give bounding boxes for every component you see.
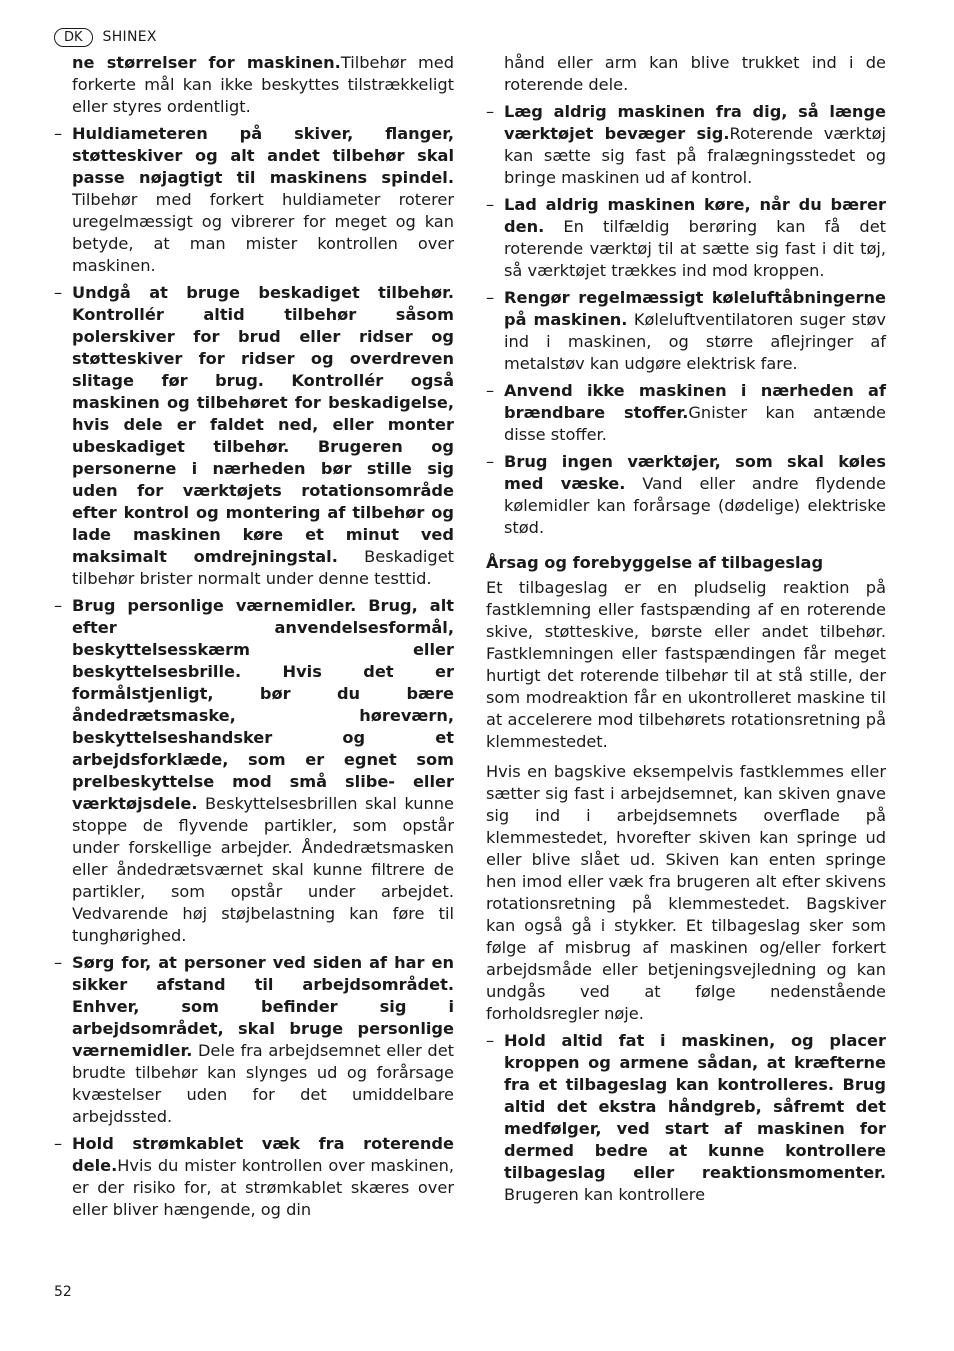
language-badge: DK	[54, 28, 93, 47]
item-text: Gnister kan antænde disse stoffer.	[504, 403, 886, 444]
item-bold-text: Brug ingen værktøjer, som skal køles med væske.	[504, 452, 886, 493]
dash-bullet: –	[486, 452, 495, 471]
item-bold-text: ne størrelser for maskinen.	[72, 53, 341, 72]
section-heading: Årsag og forebyggelse af tilbageslag	[486, 553, 824, 572]
page-header	[54, 26, 157, 48]
dash-bullet: –	[486, 1031, 495, 1050]
item-text: Vand eller andre flydende kølemidler kan forårsage (dødelige) elektriske stød.	[504, 474, 886, 537]
item-bold-text: Hold altid fat i maskinen, og placer kroppen og armene sådan, at kræfterne fra et tilbageslag kan kontrolleres. Brug altid det ekstra håndgreb, såfremt det medfølger, ved start af maskinen for dermed bedre at kunne kontrollere tilbageslag eller reaktionsmomenter.	[504, 1031, 886, 1182]
item-text: Beskadiget tilbehør brister normalt under denne testtid.	[72, 547, 454, 588]
list-item	[486, 101, 886, 189]
left-column	[54, 52, 454, 1221]
item-text: Tilbehør med forkert huldiameter roterer uregelmæssigt og vibrerer for meget og kan betyde, at man mister kontrollen over maskinen.	[72, 190, 454, 275]
dash-bullet: –	[486, 381, 495, 400]
list-item	[486, 1030, 886, 1206]
item-text: Hvis du mister kontrollen over maskinen, er der risiko for, at strømkablet skæres over eller bliver hængende, og din	[72, 1156, 454, 1219]
right-column	[486, 52, 886, 1206]
dash-bullet: –	[54, 596, 63, 615]
dash-bullet: –	[54, 283, 63, 302]
item-text: Tilbehør med forkerte mål kan ikke beskyttes tilstrækkeligt eller styres ordentligt.	[72, 53, 454, 116]
item-text: Brugeren kan kontrollere	[504, 1185, 706, 1204]
item-text: Dele fra arbejdsemnet eller det brudte tilbehør kan slynges ud og forårsage kvæstelser uden for det umiddelbare arbejdssted.	[72, 1041, 454, 1126]
item-bold-text: Sørg for, at personer ved siden af har en sikker afstand til arbejdsområdet. Enhver, som befinder sig i arbejdsområdet, skal bruge personlige værnemidler.	[72, 953, 454, 1060]
item-bold-text: Brug personlige værnemidler. Brug, alt efter anvendelsesformål, beskyttelsesskærm eller beskyttelsesbrille. Hvis det er formålstjenligt, bør du bære åndedrætsmaske, høreværn, beskyttelseshandsker og et arbejdsforklæde, som er egnet som prelbeskyttelse mod små slibe- eller værktøjsdele.	[72, 596, 454, 813]
dash-bullet: –	[54, 124, 63, 143]
item-bold-text: Hold strømkablet væk fra roterende dele.	[72, 1134, 454, 1175]
brand-name: SHINEX	[102, 29, 157, 45]
dash-bullet: –	[486, 195, 495, 214]
list-item	[486, 194, 886, 282]
body-paragraph: Hvis en bagskive eksempelvis fastklemmes eller sætter sig fast i arbejdsemnet, kan skiven gnave sig ind i arbejdsemnets overflade på klemmestedet, hvorefter skiven kan springe ud eller blive slået ud. Skiven kan enten springe hen imod eller væk fra brugeren alt efter skivens rotationsretning på klemmestedet. Bagskiver kan også gå i stykker. Et tilbageslag sker som følge af misbrug af maskinen og/eller forkert arbejdsmåde eller betjeningsvejledning og kan undgås ved at følge nedenstående forholdsregler nøje.	[486, 762, 886, 1023]
body-paragraph: Et tilbageslag er en pludselig reaktion på fastklemning eller fastspænding af en roterende skive, støtteskive, børste eller andet tilbehør. Fastklemningen eller fastspændingen får meget hurtigt det roterende tilbehør til at stå stille, der som modreaktion får en ukontrolleret maskine til at accelerere mod tilbehørets rotationsretning på klemmestedet.	[486, 578, 886, 751]
item-bold-text: Lad aldrig maskinen køre, når du bærer den.	[504, 195, 886, 236]
item-bold-text: Læg aldrig maskinen fra dig, så længe værktøjet bevæger sig.	[504, 102, 886, 143]
dash-bullet: –	[486, 102, 495, 121]
list-item	[486, 451, 886, 539]
dash-bullet: –	[54, 1134, 63, 1153]
item-bold-text: Undgå at bruge beskadiget tilbehør. Kontrollér altid tilbehør såsom polerskiver for brud eller ridser og støtteskiver for ridser og overdreven slitage før brug. Kontrollér også maskinen og tilbehøret for beskadigelse, hvis dele er faldet ned, eller monter ubeskadiget tilbehør. Brugeren og personerne i nærheden bør stille sig uden for værktøjets rotationsområde efter kontrol og montering af tilbehør og lade maskinen køre et minut ved maksimalt omdrejningstal.	[72, 283, 454, 566]
list-item	[54, 282, 454, 590]
item-text: En tilfældig berøring kan få det roterende værktøj til at sætte sig fast i dit tøj, så værktøjet trækkes ind mod kroppen.	[504, 217, 886, 280]
item-bold-text: Anvend ikke maskinen i nærheden af brændbare stoffer.	[504, 381, 886, 422]
item-bold-text: Huldiameteren på skiver, flanger, støtteskiver og alt andet tilbehør skal passe nøjagtigt til maskinens spindel.	[72, 124, 454, 187]
item-text: Roterende værktøj kan sætte sig fast på fralægningsstedet og bringe maskinen ud af kontrol.	[504, 124, 886, 187]
item-bold-text: Rengør regelmæssigt køleluftåbningerne på maskinen.	[504, 288, 886, 329]
list-item	[54, 123, 454, 277]
list-item	[486, 380, 886, 446]
dash-bullet: –	[486, 288, 495, 307]
list-item	[486, 287, 886, 375]
continued-item: hånd eller arm kan blive trukket ind i de roterende dele.	[504, 53, 886, 94]
continued-item	[54, 52, 454, 118]
item-text: Køleluftventilatoren suger støv ind i maskinen, og større aflejringer af metalstøv kan udgøre elektrisk fare.	[504, 310, 887, 373]
list-item	[54, 1133, 454, 1221]
dash-bullet: –	[54, 953, 63, 972]
page-number: 52	[54, 1284, 72, 1300]
list-item	[54, 952, 454, 1128]
item-text: Beskyttelsesbrillen skal kunne stoppe de flyvende partikler, som opstår under forskellige arbejder. Åndedrætsmasken eller åndedrætsværnet skal kunne filtrere de partikler, som opstår under arbejdet. Vedvarende høj støjbelastning kan føre til tunghørighed.	[72, 794, 454, 945]
list-item	[54, 595, 454, 947]
